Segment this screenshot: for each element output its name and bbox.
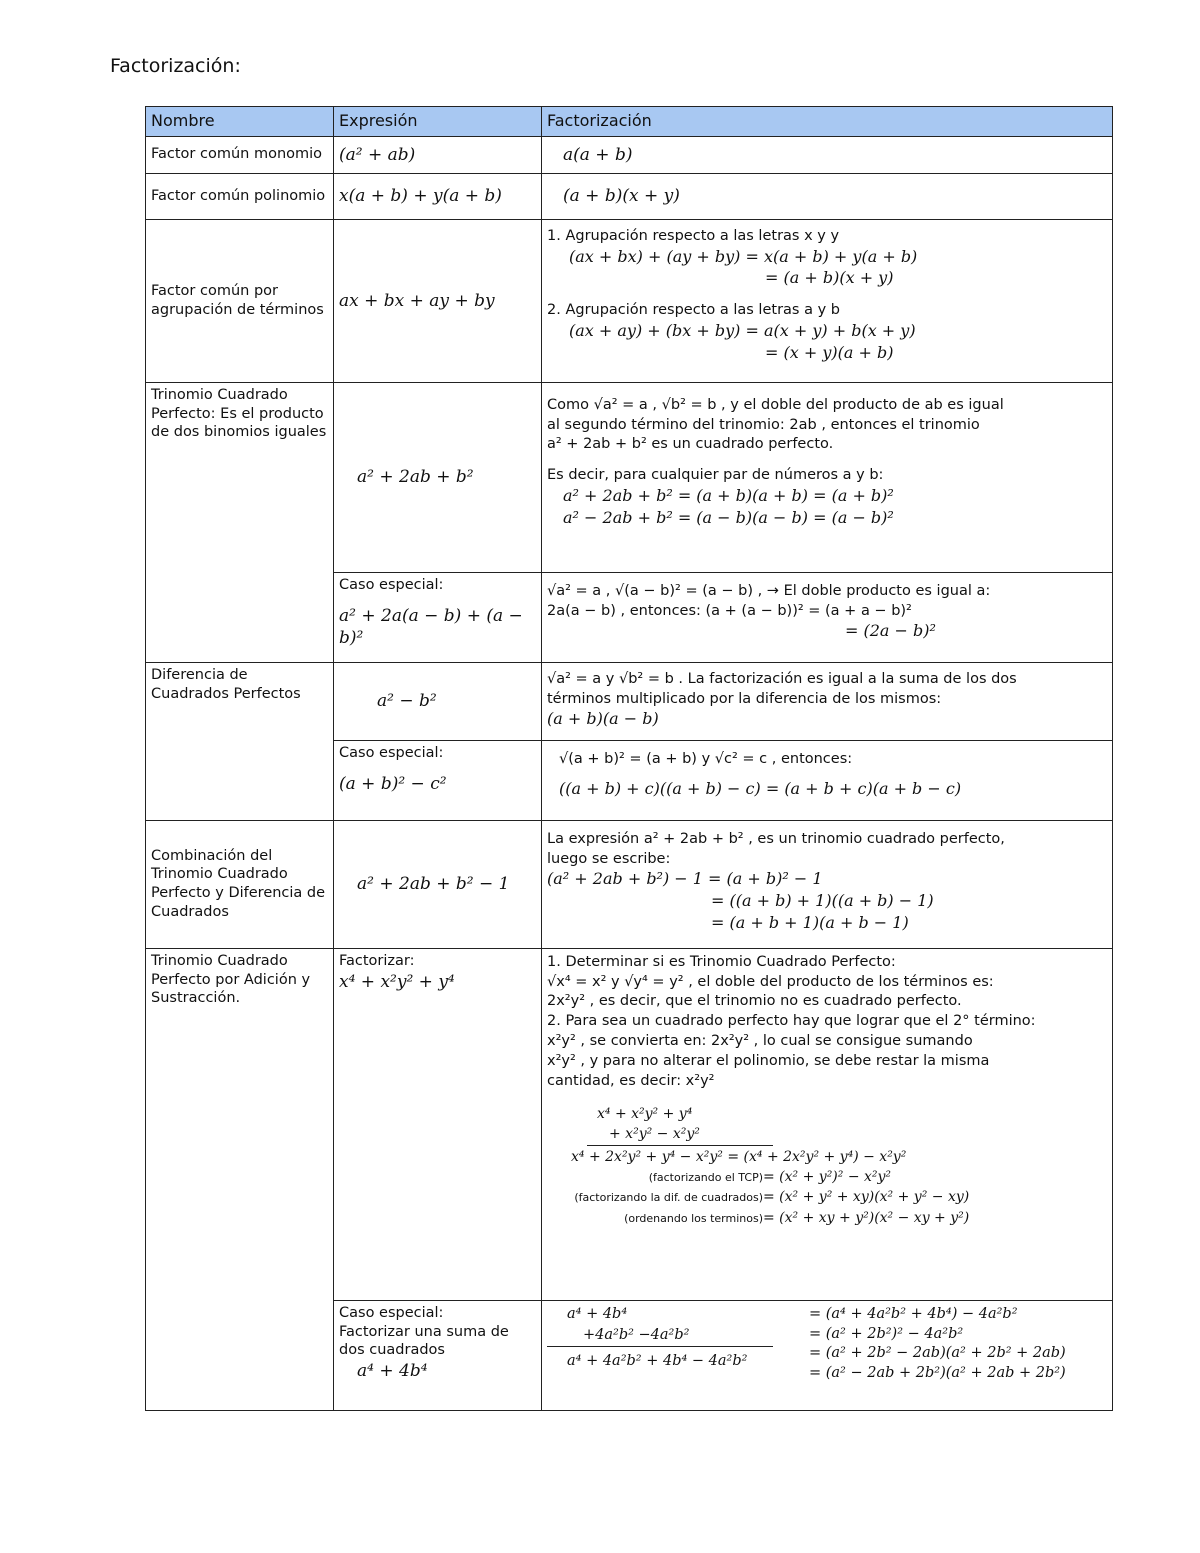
row-expression: a⁴ + 4b⁴	[357, 1361, 428, 1382]
math-line: = (a + b)(x + y)	[765, 268, 894, 288]
step-label: (factorizando el TCP)	[648, 1171, 763, 1185]
math-line: = (2a − b)²	[845, 621, 936, 641]
math-line: = (x² + y²)² − x²y²	[763, 1169, 892, 1186]
row-name: Diferencia de Cuadrados Perfectos	[146, 662, 334, 820]
page-title: Factorización:	[110, 55, 241, 77]
table-row	[146, 173, 1113, 219]
row-expression: a² + 2ab + b² − 1	[357, 874, 510, 895]
row-name: Trinomio Cuadrado Perfecto: Es el producto de dos binomios iguales	[146, 382, 334, 662]
math-line: = ((a + b) + 1)((a + b) − 1)	[711, 891, 934, 911]
explanation-line: 1. Determinar si es Trinomio Cuadrado Perfecto:	[547, 953, 896, 970]
header-factorizacion: Factorización	[542, 107, 1113, 137]
math-line: a² + 2ab + b² = (a + b)(a + b) = (a + b)²	[563, 486, 894, 506]
row-name: Factor común monomio	[146, 136, 334, 173]
table-row	[146, 219, 1113, 382]
step-text: 1. Agrupación respecto a las letras x y y	[547, 227, 840, 244]
table-header	[146, 107, 1113, 137]
row-factorization: (a + b)(x + y)	[563, 186, 680, 207]
explanation-line: √(a + b)² = (a + b) y √c² = c , entonces:	[559, 750, 853, 767]
row-expression: a² + 2ab + b²	[357, 467, 474, 488]
math-line: = (x² + y² + xy)(x² + y² − xy)	[763, 1189, 970, 1206]
row-expression: (a + b)² − c²	[339, 773, 447, 794]
math-line: = (a⁴ + 4a²b² + 4b⁴) − 4a²b²	[809, 1305, 1018, 1322]
explanation-line: a² + 2ab + b² es un cuadrado perfecto.	[547, 436, 834, 453]
row-expression: a² + 2a(a − b) + (a − b)²	[339, 605, 523, 648]
math-line: x⁴ + 2x²y² + y⁴ − x²y² = (x⁴ + 2x²y² + y⁴) − x²y²	[571, 1149, 907, 1166]
row-expression: ax + bx + ay + by	[339, 290, 495, 311]
row-factorization: a(a + b)	[563, 144, 633, 165]
table-row	[146, 948, 1113, 1300]
explanation-line: al segundo término del trinomio: 2ab , entonces el trinomio	[547, 416, 980, 433]
header-nombre: Nombre	[146, 107, 334, 137]
math-line: = (a² + 2b²)² − 4a²b²	[809, 1325, 964, 1342]
step-label: (ordenando los terminos)	[624, 1211, 763, 1225]
special-case-label: Caso especial: Factorizar una suma de dos cuadrados	[339, 1304, 509, 1359]
math-line: a⁴ + 4a²b² + 4b⁴ − 4a²b²	[567, 1353, 748, 1370]
table-row	[146, 382, 1113, 572]
header-expresion: Expresión	[334, 107, 542, 137]
step-text: 2. Agrupación respecto a las letras a y b	[547, 302, 840, 319]
table-row	[146, 662, 1113, 740]
explanation-line: x²y² , se convierta en: 2x²y² , lo cual se consigue sumando	[547, 1033, 973, 1050]
math-line: = (a² + 2b² − 2ab)(a² + 2b² + 2ab)	[809, 1345, 1066, 1362]
special-case-grid	[547, 1304, 1107, 1384]
row-name: Factor común polinomio	[146, 173, 334, 219]
math-line: +4a²b² −4a²b²	[547, 1326, 773, 1348]
math-line: ((a + b) + c)((a + b) − c) = (a + b + c)(a + b − c)	[559, 778, 962, 798]
explanation-line: √a² = a , √(a − b)² = (a − b) , → El doble producto es igual a:	[547, 582, 991, 599]
explanation-line: La expresión a² + 2ab + b² , es un trinomio cuadrado perfecto,	[547, 830, 1005, 847]
special-case-label: Caso especial:	[339, 744, 444, 761]
math-line: = (x² + xy + y²)(x² − xy + y²)	[763, 1209, 970, 1226]
math-line: = (x + y)(a + b)	[765, 342, 894, 362]
row-name: Factor común por agrupación de términos	[146, 219, 334, 382]
explanation-line: 2x²y² , es decir, que el trinomio no es cuadrado perfecto.	[547, 993, 962, 1010]
table-row	[146, 820, 1113, 948]
factorization-table	[145, 106, 1113, 1411]
explanation-line: cantidad, es decir: x²y²	[547, 1072, 715, 1089]
row-expression: x(a + b) + y(a + b)	[339, 186, 502, 207]
explanation-line: x²y² , y para no alterar el polinomio, se debe restar la misma	[547, 1053, 990, 1070]
row-expression: a² − b²	[377, 691, 437, 712]
math-line: a⁴ + 4b⁴	[567, 1305, 628, 1322]
math-line: + x²y² − x²y²	[587, 1125, 773, 1146]
special-case-label: Factorizar:	[339, 952, 415, 969]
explanation-line: Es decir, para cualquier par de números a y b:	[547, 467, 884, 484]
math-line: (a² + 2ab + b²) − 1 = (a + b)² − 1	[547, 869, 823, 889]
math-line: (ax + ay) + (bx + by) = a(x + y) + b(x + y)	[569, 321, 916, 341]
step-label: (factorizando la dif. de cuadrados)	[574, 1191, 763, 1205]
explanation-line: Como √a² = a , √b² = b , y el doble del producto de ab es igual	[547, 396, 1004, 413]
math-line: = (a + b + 1)(a + b − 1)	[711, 913, 909, 933]
row-expression: (a² + ab)	[339, 144, 416, 165]
math-line: (a + b)(a − b)	[547, 709, 659, 729]
special-case-label: Caso especial:	[339, 576, 444, 593]
explanation-line: luego se escribe:	[547, 850, 671, 867]
sum-block	[571, 1105, 1107, 1227]
row-name: Trinomio Cuadrado Perfecto por Adición y Sustracción.	[146, 948, 334, 1410]
math-line: x⁴ + x²y² + y⁴	[597, 1105, 693, 1122]
explanation-line: √x⁴ = x² y √y⁴ = y² , el doble del producto de los términos es:	[547, 973, 994, 990]
explanation-line: términos multiplicado por la diferencia de los mismos:	[547, 690, 942, 707]
explanation-line: 2a(a − b) , entonces: (a + (a − b))² = (a + a − b)²	[547, 602, 912, 619]
row-expression: x⁴ + x²y² + y⁴	[339, 971, 455, 992]
table-row	[146, 136, 1113, 173]
explanation-line: √a² = a y √b² = b . La factorización es igual a la suma de los dos	[547, 670, 1017, 687]
step-grid	[547, 1168, 1107, 1227]
math-line: a² − 2ab + b² = (a − b)(a − b) = (a − b)²	[563, 507, 894, 527]
math-line: = (a² − 2ab + 2b²)(a² + 2ab + 2b²)	[809, 1365, 1066, 1382]
explanation-line: 2. Para sea un cuadrado perfecto hay que lograr que el 2° término:	[547, 1013, 1036, 1030]
row-name: Combinación del Trinomio Cuadrado Perfecto y Diferencia de Cuadrados	[146, 820, 334, 948]
math-line: (ax + bx) + (ay + by) = x(a + b) + y(a + b)	[569, 246, 918, 266]
